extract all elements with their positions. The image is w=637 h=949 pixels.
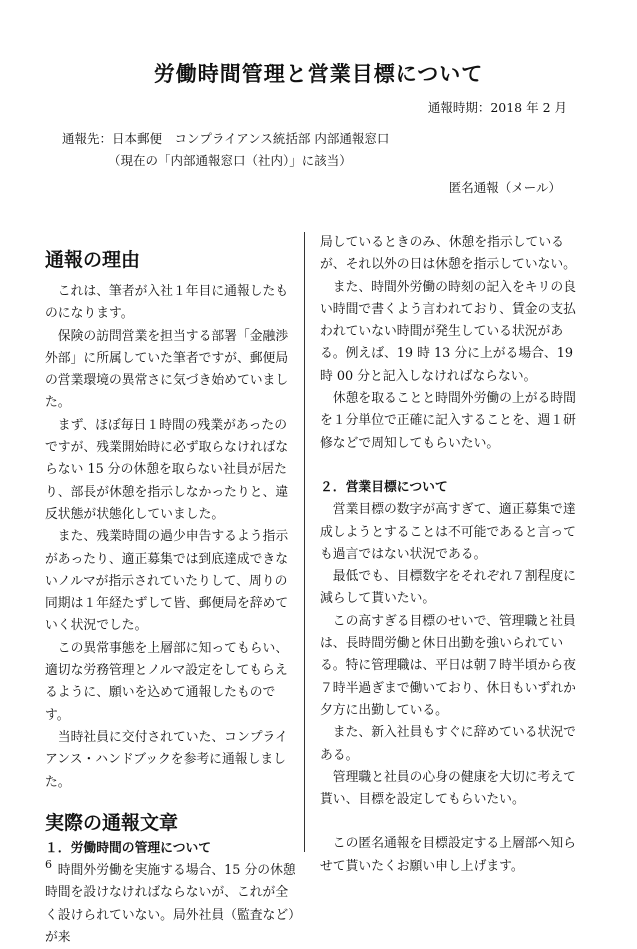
subsection-heading-working-hours: １．労働時間の管理について: [45, 840, 212, 856]
right-column: [320, 232, 578, 878]
working-hours-paragraph: 時間外労働を実施する場合、15 分の休憩時間を設けなければならないが、これが全く設けられていない。局外社員（監査など）が来: [45, 863, 296, 946]
page-number: 6: [45, 858, 52, 871]
spacer: [320, 455, 578, 477]
reason-paragraph: 保険の訪問営業を担当する部署「金融渉外部」に所属していた筆者ですが、郵便局の営業環境の異常さに気づき始めていました。: [45, 328, 289, 411]
sales-targets-paragraph: 管理職と社員の心身の健康を大切に考えて貰い、目標を設定してもらいたい。: [320, 769, 576, 808]
sales-targets-paragraph: また、新入社員もすぐに辞めている状況である。: [320, 725, 576, 763]
reason-paragraph: 当時社員に交付されていた、コンプライアンス・ハンドブックを参考に通報しました。: [45, 729, 288, 790]
reason-paragraph: この異常事態を上層部に知ってもらい、適切な労務管理とノルマ設定をしてもらえるように、願いを込めて通報したものです。: [45, 640, 289, 723]
column-divider: [304, 232, 305, 852]
sales-targets-paragraph: 最低でも、目標数字をそれぞれ７割程度に減らして貰いたい。: [320, 569, 576, 607]
sales-targets-paragraph: 営業目標の数字が高すぎて、適正募集で達成しようとすることは不可能であると言っても過言ではない状況である。: [320, 502, 576, 562]
reason-paragraph: これは、筆者が入社１年目に通報したものになります。: [45, 284, 289, 322]
reason-paragraph: まず、ほぼ毎日１時間の残業があったのですが、残業開始時に必ず取らなければならない 15 分の休憩を取らない社員が居たり、部長が休憩を指示しなかったりと、違反状態が状態化していました。: [45, 417, 289, 522]
section-heading-report-text: 実際の通報文章: [45, 811, 179, 834]
page-title: 労働時間管理と営業目標について: [153, 62, 484, 86]
anonymity-note: 匿名通報（メール）: [448, 180, 561, 195]
working-hours-paragraph: 休憩を取ることと時間外労働の上がる時間を１分単位で正確に記入することを、週１研修などで周知してもらいたい。: [320, 391, 576, 451]
report-period: 通報時期：2018 年 2 月: [427, 100, 567, 115]
destination-line-2: （現在の「内部通報窓口（社内）」に該当）: [108, 153, 352, 168]
reason-paragraph: また、残業時間の過少申告するよう指示があったり、適正募集では到底達成できないノルマが指示されていたりして、周りの同期は１年経たずして皆、郵便局を辞めていく状況でした。: [45, 529, 289, 634]
sales-targets-paragraph: この高すぎる目標のせいで、管理職と社員は、長時間労働と休日出勤を強いられている。特に管理職は、平日は朝７時半頃から夜７時半過ぎまで働いており、休日もいずれか夕方に出勤している。: [320, 613, 576, 718]
subsection-heading-sales-targets: ２．営業目標について: [320, 479, 448, 495]
report-destination: [62, 128, 389, 172]
spacer: [320, 811, 578, 833]
left-column: [45, 245, 299, 949]
destination-line-1: 通報先：日本郵便 コンプライアンス統括部 内部通報窓口: [62, 131, 390, 146]
section-heading-reason: 通報の理由: [45, 249, 141, 271]
working-hours-paragraph-continued: 局しているときのみ、休憩を指示しているが、それ以外の日は休憩を指示していない。: [320, 235, 576, 273]
working-hours-paragraph: また、時間外労働の時刻の記入をキリの良い時間で書くよう言われており、賃金の支払われていない時間が発生している状況がある。例えば、19 時 13 分に上がる場合、19 時 00 分と記入しなければならない。: [320, 279, 576, 384]
closing-paragraph: この匿名通報を目標設定する上層部へ知らせて貰いたくお願い申し上げます。: [320, 836, 576, 874]
